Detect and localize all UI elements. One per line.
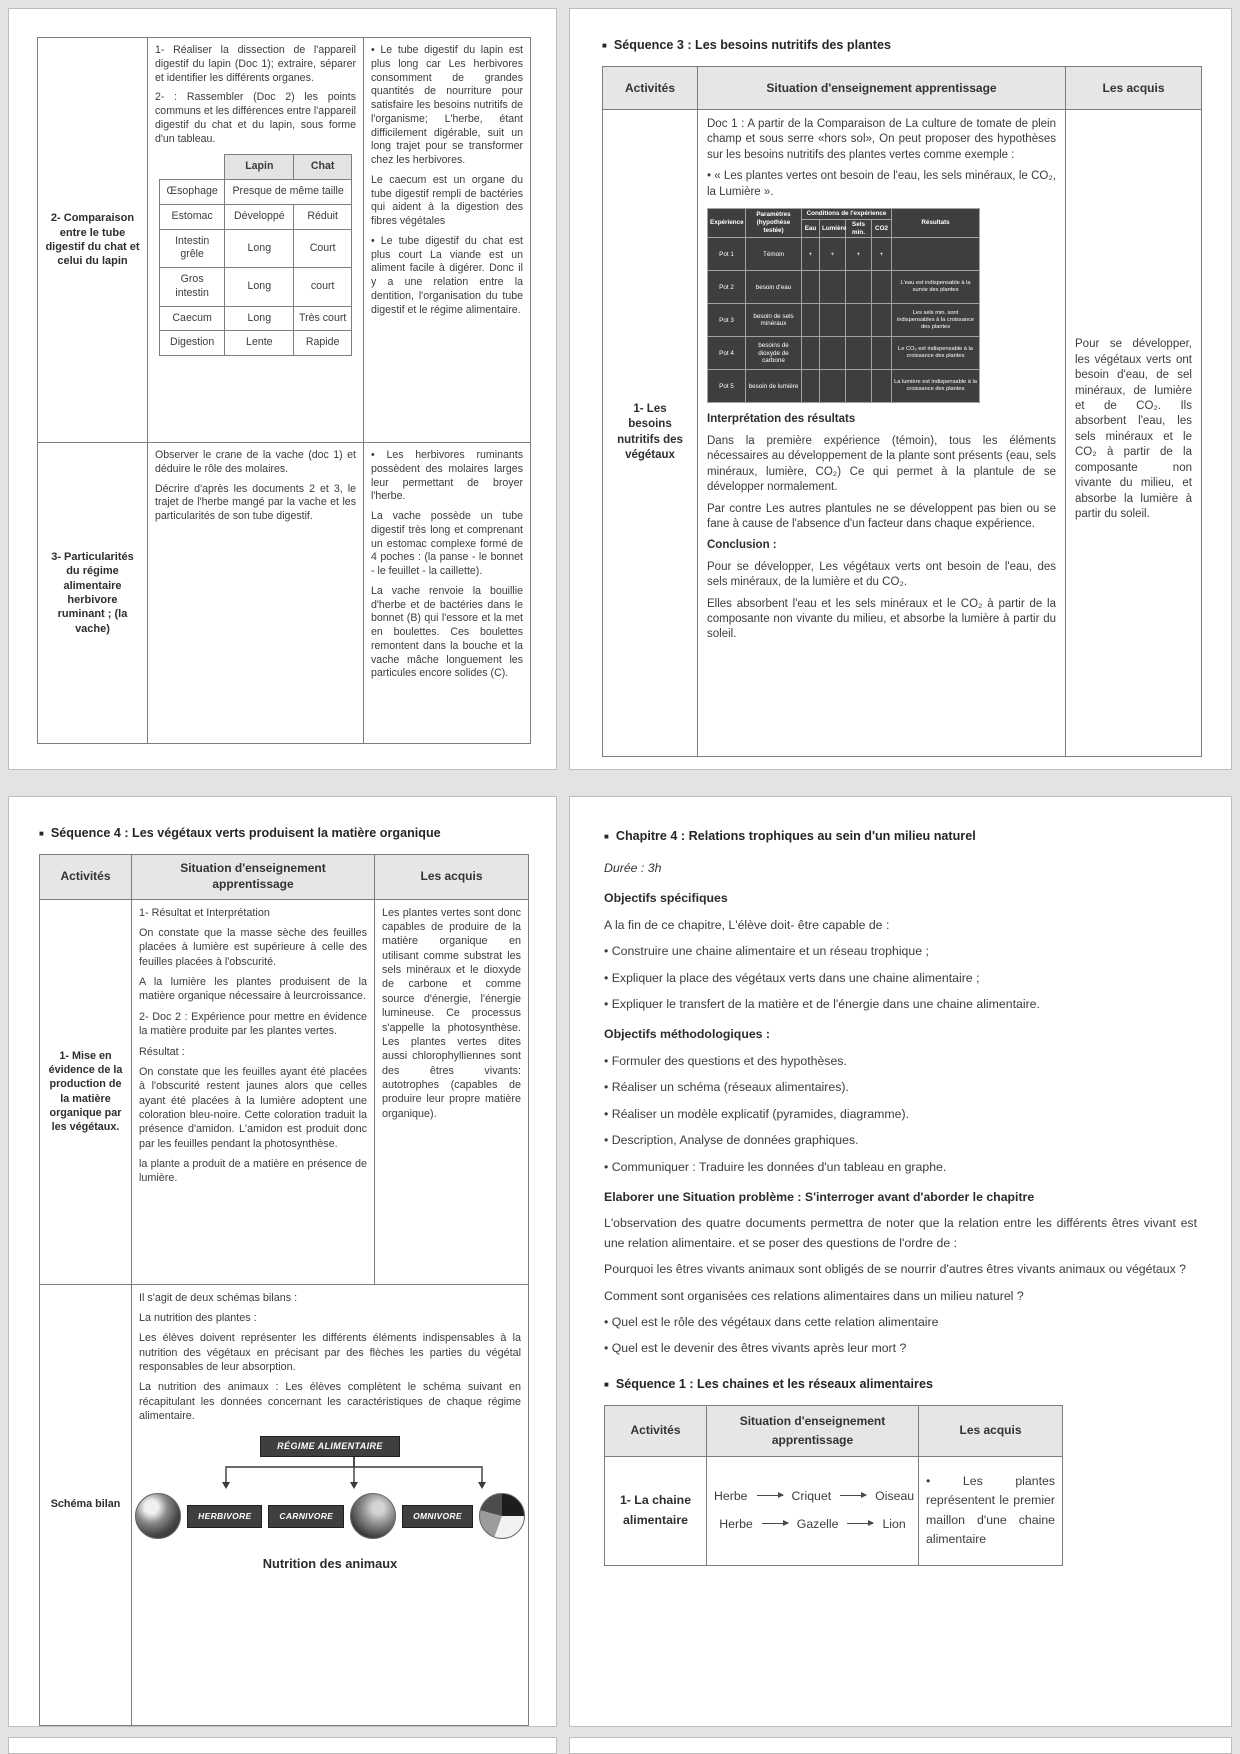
situation-paragraph: Résultat : bbox=[139, 1045, 185, 1058]
schema-paragraph: La nutrition des animaux : Les élèves complètent le schéma suivant en récapitulant les données concernant les caractéristiques de chaque régime alimentaire. bbox=[139, 1381, 521, 1423]
exp-row bbox=[708, 370, 980, 403]
objective-item: • Expliquer la place des végétaux verts dans une chaine alimentaire ; bbox=[604, 970, 980, 985]
chain-link: Lion bbox=[882, 1517, 906, 1532]
situation-paragraph: On constate que la masse sèche des feuilles placées à lumière est supérieure à celle des feuilles placées à l'obscurité. bbox=[139, 927, 367, 968]
acquis-paragraph: • Le tube digestif du lapin est plus long car Les herbivores consomment de grandes quantités de nourriture pour satisfaire les besoins nutritifs de l'organisme; L'herbe, étant difficilement digérable, suit un long trajet pour se transformer chez les herbivores. bbox=[371, 44, 523, 167]
comparison-table bbox=[159, 154, 352, 356]
situation-step: Décrire d'après les documents 2 et 3, le trajet de l'herbe mangé par la vache et les particularités de son tube digestif. bbox=[155, 482, 356, 523]
cell: Rapide bbox=[294, 331, 352, 356]
row-label: Intestin grêle bbox=[160, 229, 225, 268]
situation-step: 1- Réaliser la dissection de l'appareil digestif du lapin (Doc 1); extraire, séparer et identifier les différents organes. bbox=[155, 44, 356, 84]
param-cell: besoin de lumière bbox=[746, 370, 802, 403]
table-row bbox=[40, 899, 529, 1284]
acquis-cell bbox=[1066, 109, 1202, 756]
lesson-table-3 bbox=[39, 854, 529, 1726]
row-label: Œsophage bbox=[160, 180, 225, 205]
row-label: Gros intestin bbox=[160, 268, 225, 307]
table-row bbox=[603, 109, 1202, 756]
objective-item: • Construire une chaine alimentaire et un réseau trophique ; bbox=[604, 944, 929, 959]
carnivore-label: CARNIVORE bbox=[268, 1505, 344, 1528]
acquis-cell bbox=[364, 38, 531, 443]
pot-cell: Pot 5 bbox=[708, 370, 746, 403]
hypothese: • « Les plantes vertes ont besoin de l'eau, les sels minéraux, le CO₂, la Lumière ». bbox=[707, 170, 1056, 198]
cond-cell bbox=[820, 337, 846, 370]
feeding-regime-diagram bbox=[139, 1436, 521, 1573]
situation-paragraph: On constate que les feuilles ayant été placées à l'obscurité restent jaunes alors que celles ayant été placées à la lumière adoptent une coloration bleu-noire. Cette coloration traduit la présence d'amidon. L'amidon est produit donc par les feuilles pendant la photosynthèse. bbox=[139, 1065, 367, 1150]
exp-header-row bbox=[708, 208, 980, 219]
cond-cell: + bbox=[872, 238, 892, 271]
exp-row bbox=[708, 238, 980, 271]
objective-item: • Réaliser un schéma (réseaux alimentaires). bbox=[604, 1080, 849, 1095]
page-4 bbox=[569, 796, 1232, 1727]
cell: Long bbox=[225, 229, 294, 268]
interpretation-title: Interprétation des résultats bbox=[707, 413, 856, 426]
section-title-text: Séquence 3 : Les besoins nutritifs des plantes bbox=[613, 38, 891, 52]
acquis-paragraph: Les plantes vertes sont donc capables de produire de la matière organique en utilisant comme substrat les sels minéraux et le dioxyde de carbone et comme source d'énergie, l'énergie lumineuse. Ce processus s'appelle la photosynthèse. Les plantes vertes dites aussi chlorophylliennes sont des êtres vivants: autotrophes (capables de produire leur propre matière organique). bbox=[382, 906, 521, 1120]
table-row bbox=[160, 155, 352, 180]
exp-subheader: Eau bbox=[802, 219, 820, 238]
situation-paragraph: 2- Doc 2 : Expérience pour mettre en évidence la matière produite par les plantes vertes. bbox=[139, 1010, 367, 1038]
objectifs-specifiques-title: Objectifs spécifiques bbox=[604, 891, 728, 906]
cell: Lente bbox=[225, 331, 294, 356]
cell: Réduit bbox=[294, 204, 352, 229]
column-header: Situation d'enseignement apprentissage bbox=[707, 1405, 919, 1456]
cond-cell bbox=[846, 370, 872, 403]
exp-subheader: Sels min. bbox=[846, 219, 872, 238]
dog-photo bbox=[350, 1493, 396, 1539]
page-5-peek bbox=[8, 1737, 557, 1754]
cond-cell bbox=[872, 337, 892, 370]
schema-paragraph: Les élèves doivent représenter les différents éléments indispensables à la nutrition des végétaux en précisant par des flèches les parties du végétal responsables de leur absorption. bbox=[139, 1332, 521, 1374]
activity-cell: Schéma bilan bbox=[40, 1284, 132, 1725]
omnivore-label: OMNIVORE bbox=[402, 1505, 473, 1528]
pot-cell: Pot 2 bbox=[708, 271, 746, 304]
cond-cell: + bbox=[846, 238, 872, 271]
bullet-square-icon: ■ bbox=[604, 1379, 609, 1389]
param-cell: besoin d'eau bbox=[746, 271, 802, 304]
cond-cell: + bbox=[802, 238, 820, 271]
section-title bbox=[604, 1375, 1197, 1395]
page-6-peek bbox=[569, 1737, 1232, 1754]
cond-cell bbox=[820, 370, 846, 403]
result-cell: Le CO₂ est indispensable à la croissance des plantes bbox=[892, 337, 980, 370]
arrow-right-icon bbox=[762, 1523, 788, 1524]
cow-photo bbox=[135, 1493, 181, 1539]
intro-paragraph: A la fin de ce chapitre, L'élève doit- être capable de : bbox=[604, 917, 890, 932]
exp-header: Résultats bbox=[892, 208, 980, 238]
food-chain-cell bbox=[707, 1456, 919, 1565]
cell: Long bbox=[225, 268, 294, 307]
situation-paragraph: Pourquoi les êtres vivants animaux sont obligés de se nourrir d'autres êtres vivants animaux ou végétaux ? bbox=[604, 1262, 1186, 1277]
regime-alimentaire-box: RÉGIME ALIMENTAIRE bbox=[260, 1436, 400, 1458]
header-row bbox=[603, 66, 1202, 109]
section-title bbox=[39, 825, 526, 842]
acquis-cell bbox=[375, 899, 529, 1284]
exp-row bbox=[708, 304, 980, 337]
result-cell: Les sels min. sont indispensables à la croissance des plantes bbox=[892, 304, 980, 337]
activity-cell: 3- Particularités du régime alimentaire herbivore ruminant ; (la vache) bbox=[38, 443, 148, 744]
acquis-paragraph: Pour se développer, les végétaux verts ont besoin d'eau, de sel minéraux, de lumière et de CO₂. Ils absorbent l'eau, les sels minéraux et le CO₂ à partir de la composante non vivante du milieu, et absorbe la lumière à partir du soleil. bbox=[1075, 338, 1192, 520]
cond-cell bbox=[802, 271, 820, 304]
bullet-square-icon: ■ bbox=[39, 829, 44, 838]
arrow-right-icon bbox=[840, 1495, 866, 1496]
row-label: Estomac bbox=[160, 204, 225, 229]
column-header: Activités bbox=[603, 66, 698, 109]
column-header: Activités bbox=[40, 854, 132, 899]
duration-text: Durée : 3h bbox=[604, 860, 662, 875]
diagram-caption: Nutrition des animaux bbox=[262, 1556, 398, 1572]
section-title bbox=[604, 827, 1197, 847]
cell: Presque de même taille bbox=[225, 180, 352, 205]
activity-cell: 1- Mise en évidence de la production de la matière organique par les végétaux. bbox=[40, 899, 132, 1284]
objective-item: • Communiquer : Traduire les données d'un tableau en graphe. bbox=[604, 1159, 947, 1174]
cell: Développé bbox=[225, 204, 294, 229]
objective-item: • Réaliser un modèle explicatif (pyramides, diagramme). bbox=[604, 1106, 910, 1121]
param-cell: Témoin bbox=[746, 238, 802, 271]
cell: Court bbox=[294, 229, 352, 268]
exp-subheader: CO2 bbox=[872, 219, 892, 238]
row-label: Digestion bbox=[160, 331, 225, 356]
pot-cell: Pot 3 bbox=[708, 304, 746, 337]
doc-intro: Doc 1 : A partir de la Comparaison de La culture de tomate de plein champ et sous serre «hors sol», On peut proposer des hypothèses sur les besoins nutritifs des plantes vertes comme exemple : bbox=[707, 117, 1056, 161]
column-header: Les acquis bbox=[375, 854, 529, 899]
table-row bbox=[38, 443, 531, 744]
cond-cell bbox=[802, 370, 820, 403]
objective-item: • Description, Analyse de données graphiques. bbox=[604, 1133, 859, 1148]
situation-paragraph: A la lumière les plantes produisent de la matière organique nécessaire à leurcroissance. bbox=[139, 976, 367, 1003]
header-row bbox=[40, 854, 529, 899]
column-header: Les acquis bbox=[919, 1405, 1063, 1456]
page-2 bbox=[569, 8, 1232, 770]
result-cell bbox=[892, 238, 980, 271]
schema-cell bbox=[132, 1284, 529, 1725]
bullet-square-icon: ■ bbox=[602, 41, 607, 50]
situation-cell bbox=[148, 38, 364, 443]
table-row bbox=[40, 1284, 529, 1725]
pot-cell: Pot 1 bbox=[708, 238, 746, 271]
chain-link: Herbe bbox=[714, 1488, 748, 1503]
exp-header: Paramètres (hypothèse testée) bbox=[746, 208, 802, 238]
interpretation-paragraph: Dans la première expérience (témoin), tous les éléments nécessaires au développement de la plante sont présents (eau, sels minéraux, lumière, CO₂) Ce qui permet à la plantule de se développer normalement. bbox=[707, 434, 1056, 494]
acquis-paragraph: Le caecum est un organe du tube digestif rempli de bactéries qui aident à la digestion des fibres végétales bbox=[371, 173, 523, 228]
acquis-paragraph: La vache renvoie la bouillie d'herbe et de bactéries dans le bonnet (B) qui l'essore et la met en boulettes. Ces boulettes remontent dans la bouche et la vache mâche longuement les particules encore solides (C). bbox=[371, 584, 523, 680]
exp-header: Conditions de l'expérience bbox=[802, 208, 892, 219]
table-row bbox=[160, 331, 352, 356]
param-cell: besoins de dioxyde de carbone bbox=[746, 337, 802, 370]
chain-link: Criquet bbox=[791, 1488, 832, 1503]
cond-cell bbox=[846, 271, 872, 304]
arrow-right-icon bbox=[757, 1495, 783, 1496]
row-label: Caecum bbox=[160, 306, 225, 331]
situation-step: 2- : Rassembler (Doc 2) les points communs et les différences entre l'appareil digestif du chat et du lapin, sous forme d'un tableau. bbox=[155, 91, 356, 145]
corner-cell bbox=[160, 155, 225, 180]
exp-subheader: Lumière bbox=[820, 219, 846, 238]
branch-arrows bbox=[139, 1457, 569, 1491]
cond-cell: + bbox=[820, 238, 846, 271]
experiments-table bbox=[707, 208, 980, 404]
cond-cell bbox=[872, 271, 892, 304]
objectifs-methodologiques-title: Objectifs méthodologiques : bbox=[604, 1027, 771, 1042]
chain-link: Gazelle bbox=[796, 1517, 839, 1532]
lesson-table-4 bbox=[604, 1405, 1063, 1566]
cell: Très court bbox=[294, 306, 352, 331]
table-row bbox=[605, 1456, 1063, 1565]
exp-row bbox=[708, 271, 980, 304]
table-row bbox=[160, 306, 352, 331]
conclusion-paragraph: Elles absorbent l'eau et les sels minéraux et le CO₂ à partir de la composante non vivante du milieu, et absorbe la lumière à partir du soleil. bbox=[707, 597, 1056, 641]
column-header: Situation d'enseignement apprentissage bbox=[698, 66, 1066, 109]
acquis-cell bbox=[919, 1456, 1063, 1565]
food-chain-line bbox=[714, 1515, 911, 1534]
arrow-right-icon bbox=[847, 1523, 873, 1524]
cond-cell bbox=[802, 337, 820, 370]
bullet-square-icon: ■ bbox=[604, 832, 609, 841]
lesson-table-1 bbox=[37, 37, 531, 744]
table-row bbox=[160, 229, 352, 268]
objective-item: • Expliquer le transfert de la matière et de l'énergie dans une chaine alimentaire. bbox=[604, 997, 1040, 1011]
chain-link: Herbe bbox=[719, 1517, 753, 1532]
cond-cell bbox=[846, 304, 872, 337]
column-header: Chat bbox=[294, 155, 352, 180]
situation-paragraph: la plante a produit de a matière en présence de lumière. bbox=[139, 1158, 367, 1185]
interpretation-paragraph: Par contre Les autres plantules ne se développent pas bien ou se fane à cause de l'absence d'un facteur dans chaque expérience. bbox=[707, 502, 1056, 530]
conclusion-paragraph: Pour se développer, Les végétaux verts ont besoin de l'eau, des sels minéraux, de la lumière et du CO₂. bbox=[707, 560, 1056, 589]
cond-cell bbox=[820, 304, 846, 337]
column-header: Situation d'enseignement apprentissage bbox=[132, 854, 375, 899]
objective-item: • Formuler des questions et des hypothèses. bbox=[604, 1053, 847, 1068]
situation-paragraph: 1- Résultat et Interprétation bbox=[139, 906, 270, 919]
activity-cell: 1- La chaine alimentaire bbox=[605, 1456, 707, 1565]
exp-row bbox=[708, 337, 980, 370]
lesson-table-2 bbox=[602, 66, 1202, 757]
situation-paragraph: L'observation des quatre documents permettra de noter que la relation entre les différents êtres vivant est une relation alimentaire. et se poser des questions de l'ordre de : bbox=[604, 1216, 1197, 1250]
activity-cell: 1- Les besoins nutritifs des végétaux bbox=[603, 109, 698, 756]
situation-paragraph: • Quel est le devenir des êtres vivants après leur mort ? bbox=[604, 1341, 907, 1356]
section-title-text: Séquence 4 : Les végétaux verts produisent la matière organique bbox=[50, 826, 441, 840]
situation-probleme-title: Elaborer une Situation problème : S'interroger avant d'aborder le chapitre bbox=[604, 1189, 1035, 1204]
cond-cell bbox=[846, 337, 872, 370]
column-header: Les acquis bbox=[1066, 66, 1202, 109]
activity-cell: 2- Comparaison entre le tube digestif du chat et celui du lapin bbox=[38, 38, 148, 443]
animal-row bbox=[139, 1493, 521, 1539]
cond-cell bbox=[820, 271, 846, 304]
exp-header: Expérience bbox=[708, 208, 746, 238]
result-cell: L'eau est indispensable à la survie des plantes bbox=[892, 271, 980, 304]
situation-cell bbox=[698, 109, 1066, 756]
column-header: Activités bbox=[605, 1405, 707, 1456]
section-title bbox=[602, 37, 1199, 54]
chain-link: Oiseau bbox=[875, 1488, 915, 1503]
situation-step: Observer le crane de la vache (doc 1) et déduire le rôle des molaires. bbox=[155, 449, 356, 475]
section-title-text: Chapitre 4 : Relations trophiques au sein d'un milieu naturel bbox=[615, 829, 976, 843]
herbivore-label: HERBIVORE bbox=[187, 1505, 262, 1528]
schema-paragraph: La nutrition des plantes : bbox=[139, 1312, 257, 1324]
section-title-text: Séquence 1 : Les chaines et les réseaux alimentaires bbox=[615, 1376, 933, 1391]
cell: Long bbox=[225, 306, 294, 331]
table-row bbox=[160, 204, 352, 229]
situation-cell bbox=[132, 899, 375, 1284]
table-row bbox=[38, 38, 531, 443]
table-row bbox=[160, 180, 352, 205]
page-1 bbox=[8, 8, 557, 770]
cell: court bbox=[294, 268, 352, 307]
acquis-paragraph: • Le tube digestif du chat est plus court La viande est un aliment facile à digérer. Donc il y a une relation entre la dentition, l'organisation du tube digestif et le régime alimentaire. bbox=[371, 234, 523, 316]
pot-cell: Pot 4 bbox=[708, 337, 746, 370]
page-3 bbox=[8, 796, 557, 1727]
cond-cell bbox=[802, 304, 820, 337]
acquis-paragraph: • Les herbivores ruminants possèdent des molaires larges leur permettant de broyer l'herbe. bbox=[371, 449, 523, 503]
situation-paragraph: Comment sont organisées ces relations alimentaires dans un milieu naturel ? bbox=[604, 1288, 1024, 1303]
param-cell: besoin de sels minéraux bbox=[746, 304, 802, 337]
conclusion-title: Conclusion : bbox=[707, 539, 777, 552]
situation-cell bbox=[148, 443, 364, 744]
column-header: Lapin bbox=[225, 155, 294, 180]
cond-cell bbox=[872, 370, 892, 403]
omnivore-pie-image bbox=[479, 1493, 525, 1539]
acquis-paragraph: La vache possède un tube digestif très long et comprenant un estomac complexe formé de 4 poches : (la panse - le bonnet - le feuillet - la caillette). bbox=[371, 510, 523, 578]
acquis-cell bbox=[364, 443, 531, 744]
schema-paragraph: Il s'agit de deux schémas bilans : bbox=[139, 1291, 298, 1304]
cond-cell bbox=[872, 304, 892, 337]
acquis-paragraph: • Les plantes représentent le premier maillon d'une chaine alimentaire bbox=[926, 1473, 1055, 1547]
table-row bbox=[160, 268, 352, 307]
situation-paragraph: • Quel est le rôle des végétaux dans cette relation alimentaire bbox=[604, 1315, 939, 1330]
result-cell: La lumière est indispensable à la croissance des plantes bbox=[892, 370, 980, 403]
header-row bbox=[605, 1405, 1063, 1456]
food-chain-line bbox=[714, 1487, 915, 1506]
